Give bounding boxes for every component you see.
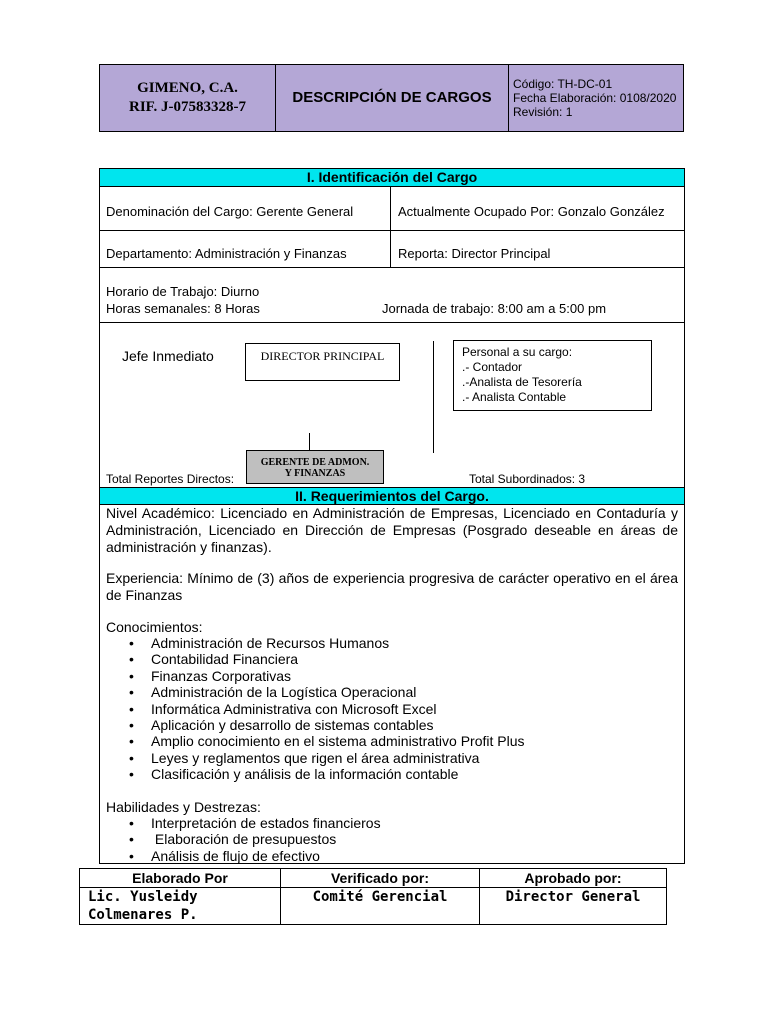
column-divider	[390, 187, 391, 267]
approved-by-header: Aprobado por:	[480, 869, 666, 888]
academic-level: Nivel Académico: Licenciado en Administración de Empresas, Licenciado en Contaduría y Administración, Licenciado en Dirección de Empresas (Posgrado deseable en áreas de administración y finanzas).	[106, 505, 678, 555]
prepared-by-name: Lic. Yusleidy	[88, 889, 198, 905]
document-revision: Revisión: 1	[513, 105, 573, 119]
weekly-hours-field: Horas semanales: 8 Horas	[106, 301, 260, 316]
list-item: • Clasificación y análisis de la información contable	[106, 766, 525, 782]
prepared-by-cell	[80, 869, 281, 924]
company-rif: RIF. J-07583328-7	[129, 99, 246, 115]
section-2-title: II. Requerimientos del Cargo.	[100, 487, 684, 505]
staff-item: .-Analista de Tesorería	[462, 375, 582, 389]
total-subordinates: Total Subordinados: 3	[469, 472, 586, 486]
document-code: Código: TH-DC-01	[513, 77, 613, 91]
list-item: • Contabilidad Financiera	[106, 651, 525, 667]
occupied-by-field: Actualmente Ocupado Por: Gonzalo González	[398, 204, 665, 219]
approved-by-cell	[480, 869, 666, 924]
verified-by-name: Comité Gerencial	[312, 889, 448, 905]
position-box	[246, 450, 384, 484]
row-divider	[100, 230, 684, 231]
list-item: • Elaboración de presupuestos	[106, 831, 381, 847]
skills-title: Habilidades y Destrezas:	[106, 799, 261, 815]
department-field: Departamento: Administración y Finanzas	[106, 246, 347, 261]
list-item: • Amplio conocimiento en el sistema administrativo Profit Plus	[106, 733, 525, 749]
position-box-line: GERENTE DE ADMON.	[260, 457, 370, 468]
company-block	[100, 65, 276, 131]
staff-item: .- Analista Contable	[462, 390, 567, 404]
list-item: • Leyes y reglamentos que rigen el área administrativa	[106, 750, 525, 766]
list-item: • Interpretación de estados financieros	[106, 815, 381, 831]
staff-box	[453, 340, 652, 411]
approved-by-name: Director General	[505, 889, 641, 905]
direct-boss-label: Jefe Inmediato	[122, 348, 214, 364]
section-1-title: I. Identificación del Cargo	[100, 169, 684, 187]
total-direct-reports: Total Reportes Directos:	[106, 472, 235, 486]
verified-by-header: Verificado por:	[281, 869, 479, 888]
document-title: DESCRIPCIÓN DE CARGOS	[276, 65, 509, 131]
position-box-line: Y FINANZAS	[284, 468, 346, 479]
list-item: • Informática Administrativa con Microsoft Excel	[106, 701, 525, 717]
job-description-body	[99, 168, 685, 864]
org-separator-line	[433, 341, 434, 453]
list-item: • Aplicación y desarrollo de sistemas contables	[106, 717, 525, 733]
verified-by-cell	[281, 869, 480, 924]
workday-field: Jornada de trabajo: 8:00 am a 5:00 pm	[382, 301, 607, 316]
staff-item: .- Contador	[462, 360, 523, 374]
list-item: • Finanzas Corporativas	[106, 668, 525, 684]
company-name: GIMENO, C.A.	[137, 80, 238, 96]
job-title-field: Denominación del Cargo: Gerente General	[106, 204, 354, 219]
approval-table	[79, 868, 667, 925]
reports-to-field: Reporta: Director Principal	[398, 246, 551, 261]
knowledge-title: Conocimientos:	[106, 619, 203, 635]
connector-line	[309, 433, 310, 451]
list-item: • Análisis de flujo de efectivo	[106, 848, 381, 864]
document-header	[99, 64, 684, 132]
knowledge-list	[106, 635, 525, 783]
document-meta	[509, 65, 683, 131]
row-divider	[100, 267, 684, 268]
staff-title: Personal a su cargo:	[462, 345, 573, 359]
skills-list	[106, 815, 381, 864]
prepared-by-name: Colmenares P.	[88, 907, 198, 923]
document-date: Fecha Elaboración: 0108/2020	[513, 91, 677, 105]
row-divider	[100, 322, 684, 323]
schedule-field: Horario de Trabajo: Diurno	[106, 284, 260, 299]
experience: Experiencia: Mínimo de (3) años de experiencia progresiva de carácter operativo en el área de Finanzas	[106, 570, 678, 603]
list-item: • Administración de la Logística Operacional	[106, 684, 525, 700]
prepared-by-header: Elaborado Por	[80, 869, 280, 888]
list-item: • Administración de Recursos Humanos	[106, 635, 525, 651]
direct-boss-box: DIRECTOR PRINCIPAL	[245, 343, 400, 381]
